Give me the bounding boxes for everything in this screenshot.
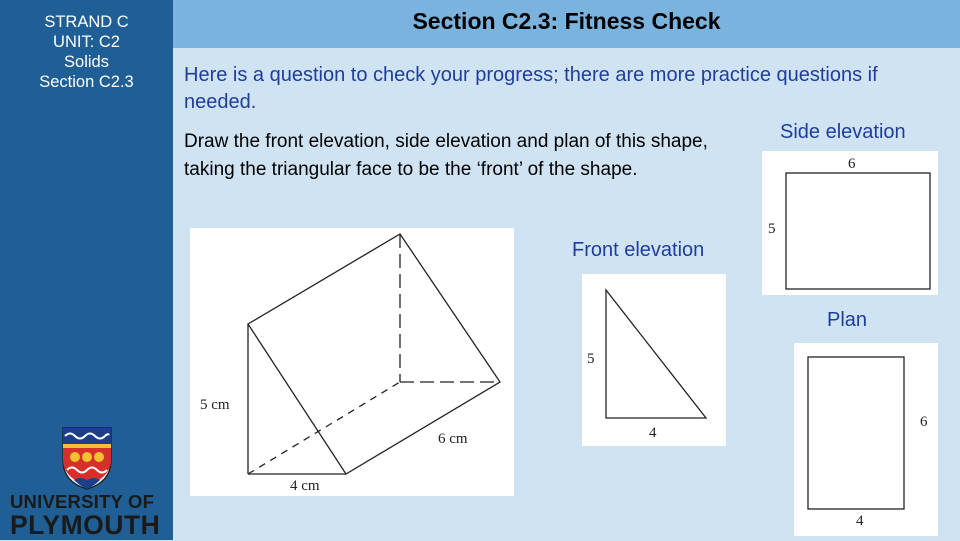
university-crest-icon	[12, 426, 162, 490]
university-line1: UNIVERSITY OF	[10, 491, 155, 512]
university-line2: PLYMOUTH	[10, 510, 161, 540]
intro-text: Here is a question to check your progress; there are more practice questions if needed.	[184, 64, 878, 113]
plan-depth-label: 6	[920, 414, 928, 430]
strand-heading: STRAND C UNIT: C2 Solids Section C2.3	[39, 13, 134, 91]
page-title: Section C2.3: Fitness Check	[412, 8, 721, 34]
prism-depth-label: 6 cm	[438, 431, 468, 447]
task-text: Draw the front elevation, side elevation and plan of this shape, taking the triangular face to be the ‘front’ of the shape.	[184, 131, 708, 180]
plan-label: Plan	[827, 309, 868, 331]
front-elevation-label: Front elevation	[572, 239, 705, 261]
front-elevation-diagram	[582, 274, 726, 446]
front-base-label: 4	[649, 425, 657, 441]
side-height-label: 5	[768, 221, 776, 237]
university-wordmark	[10, 492, 166, 538]
side-elevation-diagram	[762, 151, 938, 295]
front-height-label: 5	[587, 351, 595, 367]
prism-height-label: 5 cm	[200, 397, 230, 413]
sidebar	[0, 0, 173, 540]
plan-diagram	[794, 343, 938, 536]
prism-diagram	[190, 228, 514, 496]
title-bar	[173, 0, 960, 48]
side-width-label: 6	[848, 156, 856, 172]
prism-width-label: 4 cm	[290, 478, 320, 494]
plan-width-label: 4	[856, 513, 864, 529]
side-elevation-label: Side elevation	[780, 121, 906, 143]
